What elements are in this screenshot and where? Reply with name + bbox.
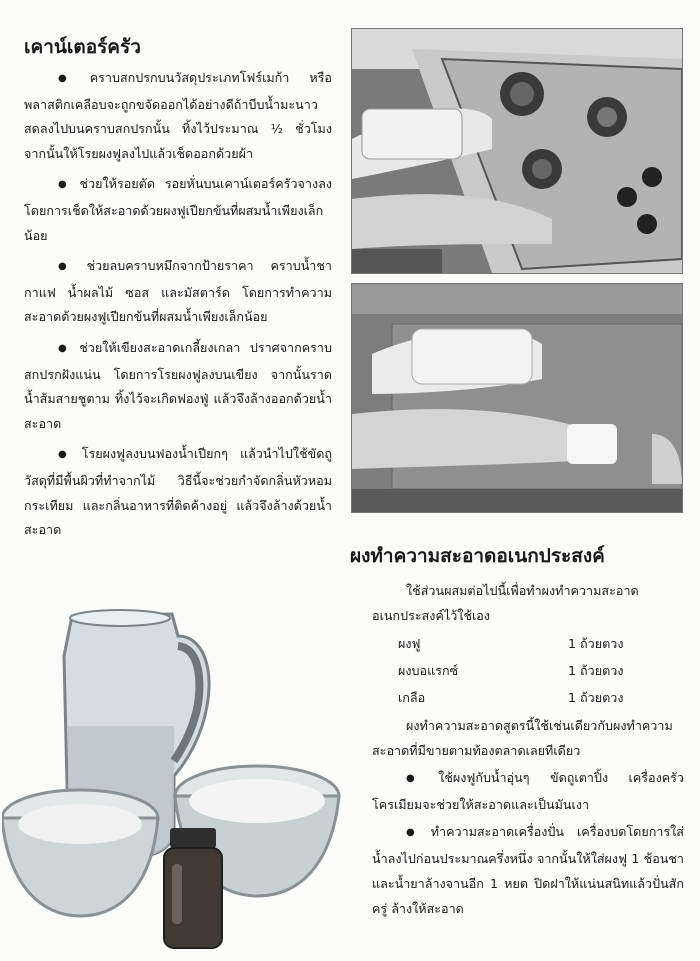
counter-tip-cut-marks: ● ช่วยให้รอยตัด รอยหั่นบนเคาน์เตอร์ครัวจางลง โดยการเช็ดให้สะอาดด้วยผงฟูเปียกข้นที่ผสมน้ำเพียงเล็กน้อย (24, 172, 332, 248)
recipe-row (372, 684, 684, 711)
recipe-quantity: 1 ถ้วยตวง (568, 636, 624, 651)
recipe-row (372, 630, 684, 657)
counter-cleaning-photo (351, 283, 683, 513)
recipe-ingredient: ผงฟู (398, 636, 421, 651)
section-heading-kitchen-counter: เคาน์เตอร์ครัว (24, 36, 141, 58)
counter-tip-cutting-board: ● ช่วยให้เขียงสะอาดเกลี้ยงเกลา ปราศจากคราบสกปรกฝังแน่น โดยการโรยผงฟูลงบนเขียง จากนั้นราดน้ำส้มสายชูตาม ทิ้งไว้จะเกิดฟองฟู่ แล้วจึงล้างออกด้วยน้ำสะอาด (24, 336, 332, 436)
recipe-quantity: 1 ถ้วยตวง (568, 690, 624, 705)
recipe-list (372, 630, 684, 711)
counter-tip-ink-stains: ● ช่วยลบคราบหมึกจากป้ายราคา คราบน้ำชา กาแฟ น้ำผลไม้ ซอส และมัสตาร์ด โดยการทำความสะอาดด้วยผงฟูเปียกข้นที่ผสมน้ำเพียงเล็กน้อย (24, 254, 332, 330)
recipe-ingredient: เกลือ (398, 690, 426, 705)
all-purpose-cleaner-body (372, 578, 684, 921)
recipe-note: ผงทำความสะอาดสูตรนี้ใช้เช่นเดียวกับผงทำความสะอาดที่มีขายตามท้องตลาดเลยทีเดียว (372, 718, 673, 758)
recipe-intro: ใช้ส่วนผสมต่อไปนี้เพื่อทำผงทำความสะอาดอเนกประสงค์ไว้ใช้เอง (372, 583, 639, 623)
stove-cleaning-photo (351, 28, 683, 274)
recipe-row (372, 657, 684, 684)
recipe-quantity: 1 ถ้วยตวง (568, 663, 624, 678)
counter-tips-list (24, 66, 332, 549)
counter-tip-wood-odor: ● โรยผงฟูลงบนฟองน้ำเปียกๆ แล้วนำไปใช้ขัดถูวัสดุที่มีพื้นผิวที่ทำจากไม้ วิธีนี้จะช่วยกำจัดกลิ่นหัวหอม กระเทียม และกลิ่นอาหารที่ติดค้างอยู่ แล้วจึงล้างด้วยน้ำสะอาด (24, 442, 332, 542)
recipe-ingredient: ผงบอแรกซ์ (398, 663, 459, 678)
cleaner-tip-blender: ● ทำความสะอาดเครื่องปั่น เครื่องบดโดยการใส่น้ำลงไปก่อนประมาณครึ่งหนึ่ง จากนั้นให้ใส่ผงฟู 1 ช้อนชา และน้ำยาล้างจานอีก 1 หยด ปิดฝาให้แน่นสนิทแล้วปั่นสักครู่ ล้างให้สะอาด (372, 819, 684, 921)
cleaner-tip-chrome: ● ใช้ผงฟูกับน้ำอุ่นๆ ขัดถูเตาปิ้ง เครื่องครัวโครเมียมจะช่วยให้สะอาดและเป็นมันเงา (372, 765, 684, 817)
section-heading-all-purpose-cleaner: ผงทำความสะอาดอเนกประสงค์ (350, 545, 605, 567)
counter-tip-formica: ● คราบสกปรกบนวัสดุประเภทโฟร์เมก้า หรือพลาสติกเคลือบจะถูกขจัดออกได้อย่างดีถ้าบีบน้ำมะนาวสดลงไปบนคราบสกปรกนั้น ทิ้งไว้ประมาณ ½ ชั่วโมง จากนั้นให้โรยผงฟูลงไปแล้วเช็ดออกด้วยผ้า (24, 66, 332, 166)
ingredients-photo (2, 596, 342, 958)
